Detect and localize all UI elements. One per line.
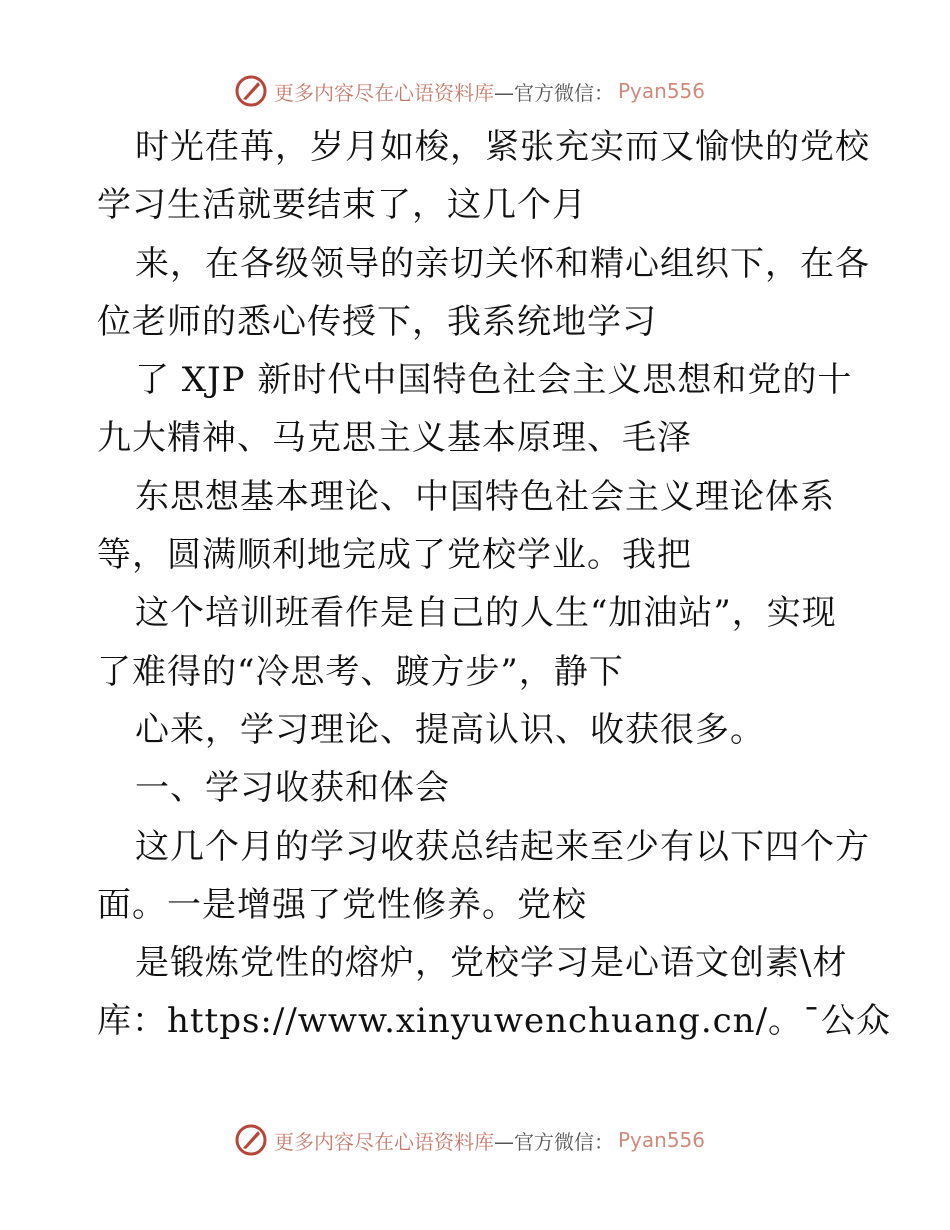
text-line: 这几个月的学习收获总结起来至少有以下四个方: [135, 826, 870, 867]
footer-watermark: [234, 1120, 714, 1160]
text-line: 了难得的“冷思考、踱方步”，静下: [97, 651, 624, 692]
text-line: 心来，学习理论、提高认识、收获很多。: [135, 709, 765, 750]
header-watermark: [234, 71, 714, 111]
quill-logo-icon: [234, 1123, 268, 1157]
text-line: 一、学习收获和体会: [135, 768, 450, 809]
text-line: 这个培训班看作是自己的人生“加油站”，实现: [135, 593, 837, 634]
text-line: 学习生活就要结束了，这几个月: [97, 185, 587, 226]
watermark-id: Pyan556: [618, 79, 706, 103]
text-line: 面。一是增强了党性修养。党校: [97, 884, 587, 925]
text-line: 来，在各级领导的亲切关怀和精心组织下，在各: [135, 243, 870, 284]
text-line: 了 XJP 新时代中国特色社会主义思想和党的十: [135, 360, 853, 401]
text-line: 库：https://www.xinyuwenchuang.cn/。¯公众: [97, 1001, 892, 1042]
watermark-main: 更多内容尽在心语资料库: [274, 80, 494, 105]
quill-logo-icon: [234, 74, 268, 108]
watermark-main: 更多内容尽在心语资料库: [274, 1129, 494, 1154]
text-line: 位老师的悉心传授下，我系统地学习: [97, 301, 657, 342]
watermark-sep: —官方微信：: [494, 1129, 614, 1154]
text-line: 时光荏苒，岁月如梭，紧张充实而又愉快的党校: [135, 127, 870, 167]
text-line: 等，圆满顺利地完成了党校学业。我把: [97, 535, 692, 576]
watermark-sep: —官方微信：: [494, 80, 614, 105]
text-line: 九大精神、马克思主义基本原理、毛泽: [97, 418, 692, 459]
text-line: 东思想基本理论、中国特色社会主义理论体系: [135, 476, 835, 517]
watermark-id: Pyan556: [618, 1128, 706, 1152]
document-body: [97, 118, 892, 1051]
text-line: 是锻炼党性的熔炉，党校学习是心语文创素\材: [135, 943, 848, 984]
